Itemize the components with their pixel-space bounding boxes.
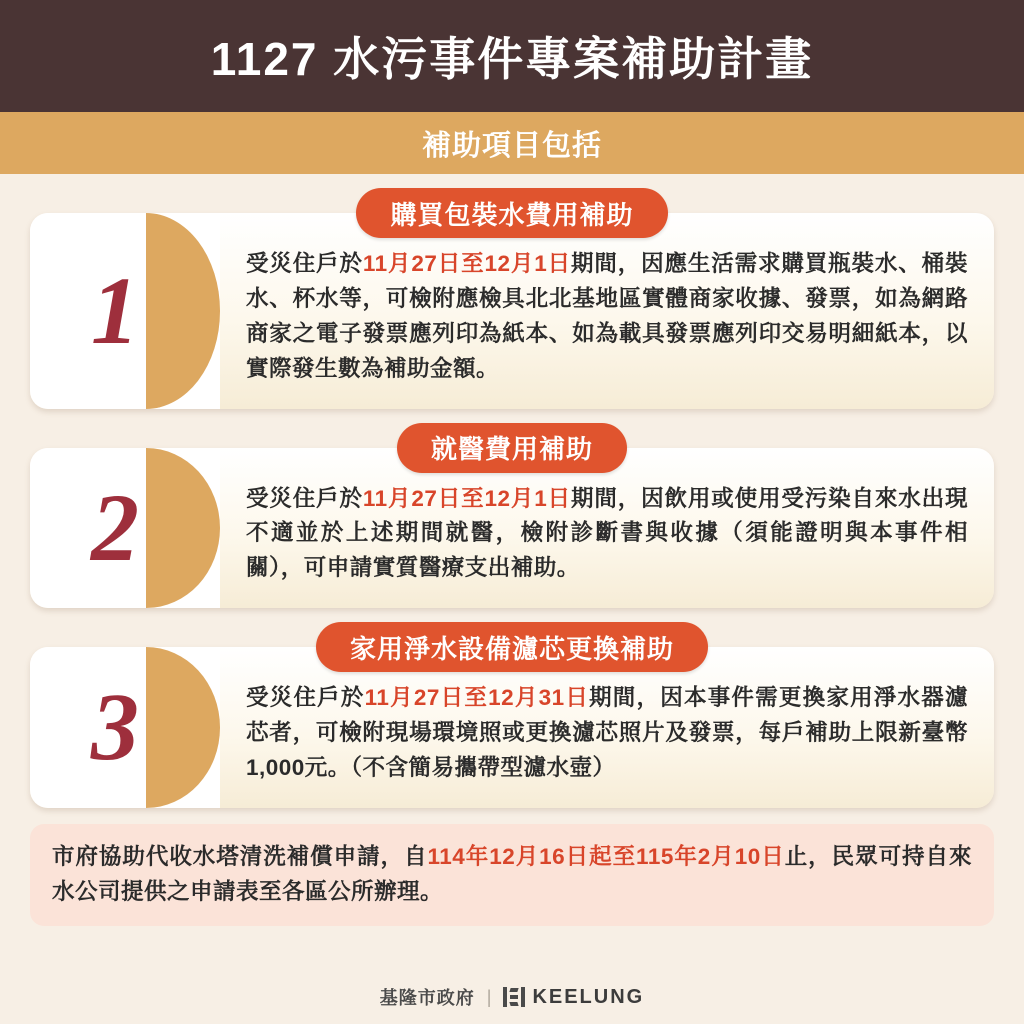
benefit-item-1: [30, 188, 994, 409]
benefit-1-text-column: [220, 213, 994, 409]
keelung-mark-icon: [503, 987, 525, 1007]
benefit-item-2: [30, 423, 994, 609]
benefit-2-number: 2: [91, 473, 139, 581]
footer-government-name: 基隆市政府: [379, 988, 475, 1008]
benefit-1-number-column: [30, 213, 220, 409]
content-area: [0, 174, 1024, 1024]
footer-separator: |: [486, 986, 492, 1007]
benefit-1-card: [30, 213, 994, 409]
footer-note: [30, 824, 994, 926]
benefit-2-title: 就醫費用補助: [397, 423, 627, 473]
footer-bar: [0, 984, 1024, 1010]
pill-row-2: [30, 423, 994, 473]
pill-row-3: [30, 622, 994, 672]
benefit-1-description: 受災住戶於11月27日至12月1日期間，因應生活需求購買瓶裝水、桶裝水、杯水等，可檢附應檢具北北基地區實體商家收據、發票，如為網路商家之電子發票應列印為紙本、如為載具發票應列印交易明細紙本，以實際發生數為補助金額。: [246, 251, 968, 381]
benefit-1-title: 購買包裝水費用補助: [356, 188, 667, 238]
footer-logo: [503, 986, 644, 1009]
pill-row-1: [30, 188, 994, 238]
header-bar: [0, 0, 1024, 112]
benefit-3-title: 家用淨水設備濾芯更換補助: [316, 622, 708, 672]
page-title: 1127 水污事件專案補助計畫: [210, 33, 814, 85]
benefit-3-description: 受災住戶於11月27日至12月31日期間，因本事件需更換家用淨水器濾芯者，可檢附現場環境照或更換濾芯照片及發票，每戶補助上限新臺幣1,000元。（不含簡易攜帶型濾水壺）: [246, 685, 968, 780]
footer-brand-name: KEELUNG: [532, 985, 645, 1008]
subheader-title: 補助項目包括: [421, 129, 602, 162]
benefit-2-description: 受災住戶於11月27日至12月1日期間，因飲用或使用受污染自來水出現不適並於上述期間就醫，檢附診斷書與收據（須能證明與本事件相關），可申請實質醫療支出補助。: [246, 485, 968, 581]
benefit-3-number: 3: [91, 673, 139, 781]
footer-note-text: 市府協助代收水塔清洗補償申請，自114年12月16日起至115年2月10日止，民眾可持自來水公司提供之申請表至各區公所辦理。: [52, 843, 972, 904]
subheader-band: [0, 112, 1024, 174]
benefit-1-number: 1: [91, 256, 139, 364]
benefit-item-3: [30, 622, 994, 808]
